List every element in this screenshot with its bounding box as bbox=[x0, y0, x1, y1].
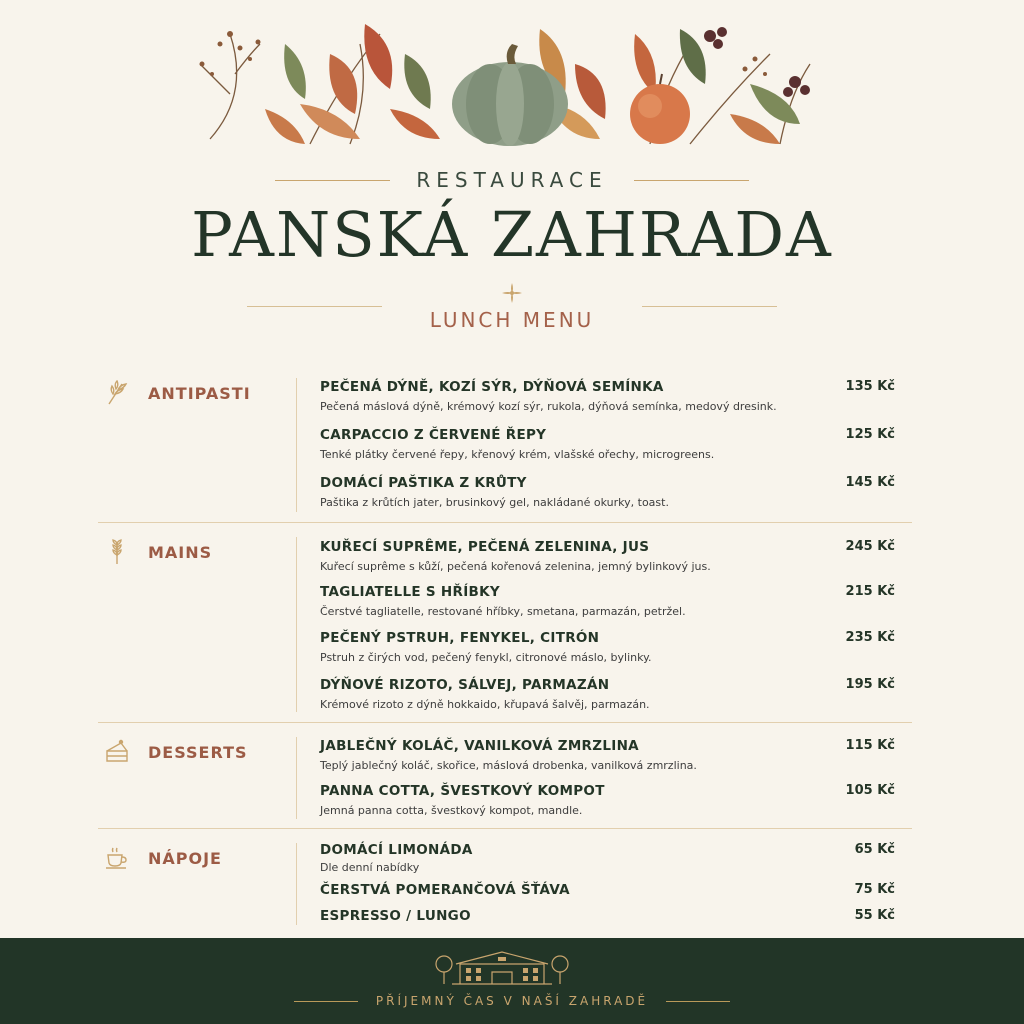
item-price: 65 Kč bbox=[854, 842, 895, 857]
menu-item bbox=[320, 882, 895, 898]
footer-tagline: PŘÍJEMNÝ ČAS V NAŠÍ ZAHRADĚ bbox=[375, 994, 649, 1008]
item-price: 75 Kč bbox=[854, 882, 895, 897]
section-header bbox=[104, 739, 248, 765]
item-price: 115 Kč bbox=[845, 738, 895, 753]
menu-item bbox=[320, 842, 895, 874]
item-name: PANNA COTTA, ŠVESTKOVÝ KOMPOT bbox=[320, 783, 605, 799]
divider-line bbox=[247, 306, 382, 307]
footer-tagline-row bbox=[0, 994, 1024, 1008]
vertical-divider bbox=[296, 737, 297, 819]
divider-line bbox=[634, 180, 749, 181]
divider-line bbox=[642, 306, 777, 307]
section-mains bbox=[98, 523, 912, 723]
item-name: PEČENÁ DÝNĚ, KOZÍ SÝR, DÝŇOVÁ SEMÍNKA bbox=[320, 379, 664, 395]
section-title: DESSERTS bbox=[148, 742, 248, 762]
item-description: Pečená máslová dýně, krémový kozí sýr, rukola, dýňová semínka, medový dresink. bbox=[320, 400, 777, 413]
menu-item bbox=[320, 475, 895, 509]
coffee-cup-icon bbox=[104, 845, 130, 871]
menu-item bbox=[320, 738, 895, 772]
item-name: TAGLIATELLE S HŘÍBKY bbox=[320, 584, 500, 600]
item-name: JABLEČNÝ KOLÁČ, VANILKOVÁ ZMRZLINA bbox=[320, 738, 639, 754]
section-title: ANTIPASTI bbox=[148, 383, 251, 403]
divider-line bbox=[275, 180, 390, 181]
menu-item bbox=[320, 584, 895, 618]
menu-subtitle: LUNCH MENU bbox=[429, 308, 595, 332]
menu-item bbox=[320, 783, 895, 817]
cake-slice-icon bbox=[104, 739, 130, 765]
section-header bbox=[104, 845, 222, 871]
restaurant-title: PANSKÁ ZAHRADA bbox=[191, 198, 833, 271]
item-description: Tenké plátky červené řepy, křenový krém, vlašské ořechy, microgreens. bbox=[320, 448, 715, 461]
section-title: NÁPOJE bbox=[148, 848, 222, 868]
item-price: 145 Kč bbox=[845, 475, 895, 490]
vertical-divider bbox=[296, 843, 297, 925]
autumn-foliage-illustration bbox=[190, 14, 830, 149]
item-price: 215 Kč bbox=[845, 584, 895, 599]
divider-line bbox=[666, 1001, 730, 1002]
item-description: Teplý jablečný koláč, skořice, máslová drobenka, vanilková zmrzlina. bbox=[320, 759, 697, 772]
vertical-divider bbox=[296, 537, 297, 712]
restaurant-eyebrow: RESTAURACE bbox=[416, 168, 608, 192]
item-price: 195 Kč bbox=[845, 677, 895, 692]
flourish-icon bbox=[500, 281, 524, 305]
item-price: 245 Kč bbox=[845, 539, 895, 554]
item-description: Krémové rizoto z dýně hokkaido, křupavá šalvěj, parmazán. bbox=[320, 698, 650, 711]
section-napoje bbox=[98, 829, 912, 934]
wheat-icon bbox=[104, 539, 130, 565]
ornament-row bbox=[0, 278, 1024, 307]
leaf-sprig-icon bbox=[104, 380, 130, 406]
menu-item bbox=[320, 677, 895, 711]
manor-house-icon bbox=[432, 948, 572, 988]
section-antipasti bbox=[98, 372, 912, 523]
footer bbox=[0, 938, 1024, 1024]
item-name: DOMÁCÍ PAŠTIKA Z KRŮTY bbox=[320, 475, 527, 491]
menu-item bbox=[320, 908, 895, 924]
section-title: MAINS bbox=[148, 542, 213, 562]
item-description: Dle denní nabídky bbox=[320, 861, 420, 874]
item-name: KUŘECÍ SUPRÊME, PEČENÁ ZELENINA, JUS bbox=[320, 539, 650, 555]
menu-item bbox=[320, 379, 895, 413]
vertical-divider bbox=[296, 378, 297, 512]
eyebrow-row bbox=[0, 168, 1024, 192]
divider-line bbox=[294, 1001, 358, 1002]
menu-item bbox=[320, 539, 895, 573]
item-description: Pstruh z čirých vod, pečený fenykl, citronové máslo, bylinky. bbox=[320, 651, 652, 664]
item-price: 125 Kč bbox=[845, 427, 895, 442]
item-name: ČERSTVÁ POMERANČOVÁ ŠŤÁVA bbox=[320, 882, 570, 898]
item-description: Kuřecí suprême s kůží, pečená kořenová zelenina, jemný bylinkový jus. bbox=[320, 560, 711, 573]
item-price: 105 Kč bbox=[845, 783, 895, 798]
item-price: 135 Kč bbox=[845, 379, 895, 394]
item-description: Jemná panna cotta, švestkový kompot, mandle. bbox=[320, 804, 583, 817]
item-name: CARPACCIO Z ČERVENÉ ŘEPY bbox=[320, 427, 547, 443]
item-description: Paštika z krůtích jater, brusinkový gel, nakládané okurky, toast. bbox=[320, 496, 669, 509]
item-name: PEČENÝ PSTRUH, FENYKEL, CITRÓN bbox=[320, 630, 600, 646]
menu-item bbox=[320, 427, 895, 461]
section-header bbox=[104, 539, 212, 565]
menu-item bbox=[320, 630, 895, 664]
section-desserts bbox=[98, 723, 912, 829]
section-header bbox=[104, 380, 251, 406]
item-price: 235 Kč bbox=[845, 630, 895, 645]
item-name: DOMÁCÍ LIMONÁDA bbox=[320, 842, 473, 858]
item-name: DÝŇOVÉ RIZOTO, SÁLVEJ, PARMAZÁN bbox=[320, 677, 610, 693]
item-name: ESPRESSO / LUNGO bbox=[320, 908, 471, 924]
item-description: Čerstvé tagliatelle, restované hříbky, smetana, parmazán, petržel. bbox=[320, 605, 686, 618]
item-price: 55 Kč bbox=[854, 908, 895, 923]
